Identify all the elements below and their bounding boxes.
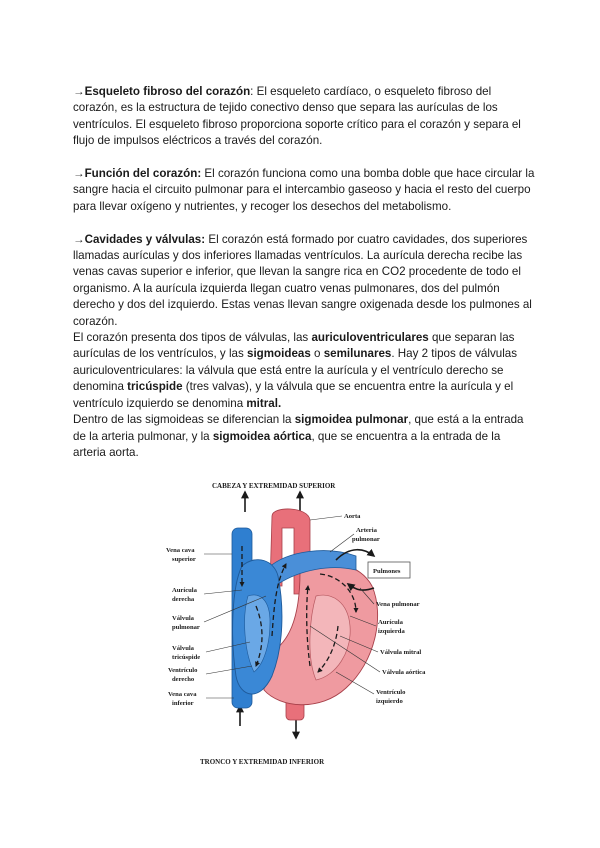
term-sigmoidea-aortica: sigmoidea aórtica: [212, 429, 312, 443]
paragraph-valvulas: [73, 330, 535, 412]
text-run: El corazón presenta dos tipos de válvulas, las: [73, 331, 312, 345]
label-vena-cava-inferior-line2: inferior: [172, 700, 194, 707]
label-vena-cava-inferior: Vena cava: [168, 691, 197, 698]
paragraph-esqueleto: [73, 84, 535, 150]
term-mitral: mitral.: [246, 396, 282, 410]
paragraph-funcion: [73, 166, 535, 215]
term-auriculoventriculares: auriculoventriculares: [311, 331, 429, 345]
label-arteria-pulmonar: Arteria: [356, 527, 377, 534]
text-run: , que se encuentra a la entrada de la arteria aorta.: [73, 429, 501, 459]
label-valvula-tricuspide-line2: tricúspide: [172, 654, 201, 661]
label-valvula-mitral: Válvula mitral: [380, 649, 422, 656]
arrow-bullet: →: [73, 232, 85, 246]
label-arteria-pulmonar-line2: pulmonar: [352, 536, 380, 543]
text-run: . Hay 2 tipos de válvulas auriculoventriculares: la válvula que está entre la aurícula y el ventrículo derecho se denomina: [73, 347, 518, 394]
label-valvula-tricuspide: Válvula: [172, 645, 194, 652]
label-auricula-derecha-line2: derecha: [172, 596, 195, 603]
label-auricula-izquierda: Aurícula: [378, 619, 403, 626]
text-run: (tres valvas), y la válvula que se encuentra entre la aurícula y el ventrículo izquierdo se denomina: [73, 380, 514, 410]
term-sigmoideas: sigmoideas: [247, 347, 311, 361]
text-run: que separan las aurículas de los ventrículos, y las: [73, 331, 515, 361]
heading-esqueleto: Esqueleto fibroso del corazón: [84, 85, 251, 98]
label-aorta: Aorta: [344, 513, 361, 520]
text-cavidades: El corazón está formado por cuatro cavidades, dos superiores llamadas aurículas y dos inferiores llamadas ventrículos. La aurícula derecha recibe las venas cavas superior e inferior, que llevan la sangre rica en CO2 procedente de todo el organismo. A la aurícula izquierda llegan cuatro venas pulmonares, dos del pulmón derecho y dos del izquierdo. Estas venas llevan sangre oxigenada desde los pulmones al corazón.: [73, 232, 532, 328]
label-auricula-izquierda-line2: izquierda: [378, 628, 405, 635]
label-vena-cava-superior-line2: superior: [172, 556, 196, 563]
heart-diagram: [160, 476, 450, 768]
text-run: , que está a la entrada de la arteria pulmonar, y la: [73, 413, 524, 443]
document-body: [73, 84, 535, 461]
heading-cavidades: Cavidades y válvulas:: [84, 232, 206, 246]
label-pulmones: Pulmones: [373, 568, 401, 575]
term-semilunares: semilunares: [323, 347, 392, 361]
label-valvula-pulmonar-line2: pulmonar: [172, 624, 200, 631]
text-run: Dentro de las sigmoideas se diferencian la: [73, 413, 295, 427]
label-ventriculo-derecho-line2: derecho: [172, 676, 195, 683]
label-ventriculo-derecho: Ventrículo: [168, 667, 198, 674]
top-caption: CABEZA Y EXTREMIDAD SUPERIOR: [212, 482, 336, 490]
label-vena-pulmonar: Vena pulmonar: [376, 601, 420, 608]
text-funcion: El corazón funciona como una bomba doble que hace circular la sangre hacia el circuito pulmonar para el intercambio gaseoso y hacia el resto del cuerpo para llevar oxígeno y nutrientes, y recoger los desechos del metabolismo.: [73, 167, 535, 213]
text-run: o: [310, 347, 324, 361]
bottom-caption: TRONCO Y EXTREMIDAD INFERIOR: [200, 758, 325, 766]
heart-diagram-svg: [160, 476, 450, 768]
paragraph-sigmoideas: [73, 412, 535, 461]
paragraph-cavidades: [73, 232, 535, 330]
label-auricula-derecha: Aurícula: [172, 587, 197, 594]
label-vena-cava-superior: Vena cava: [166, 547, 195, 554]
label-valvula-aortica: Válvula aórtica: [382, 669, 426, 676]
label-ventriculo-izquierdo-line2: izquierdo: [376, 698, 403, 705]
text-esqueleto: : El esqueleto cardíaco, o esqueleto fibroso del corazón, es la estructura de tejido conectivo denso que separa las aurículas de los ventrículos. El esqueleto fibroso proporciona soporte crítico para el corazón y separa el flujo de impulsos eléctricos a través del corazón.: [73, 85, 521, 148]
arrow-bullet: →: [73, 85, 85, 98]
heading-funcion: Función del corazón:: [84, 167, 202, 181]
label-valvula-pulmonar: Válvula: [172, 615, 194, 622]
label-ventriculo-izquierdo: Ventrículo: [376, 689, 406, 696]
term-tricuspide: tricúspide: [127, 380, 183, 394]
arrow-bullet: →: [73, 167, 85, 181]
term-sigmoidea-pulmonar: sigmoidea pulmonar: [294, 413, 409, 427]
